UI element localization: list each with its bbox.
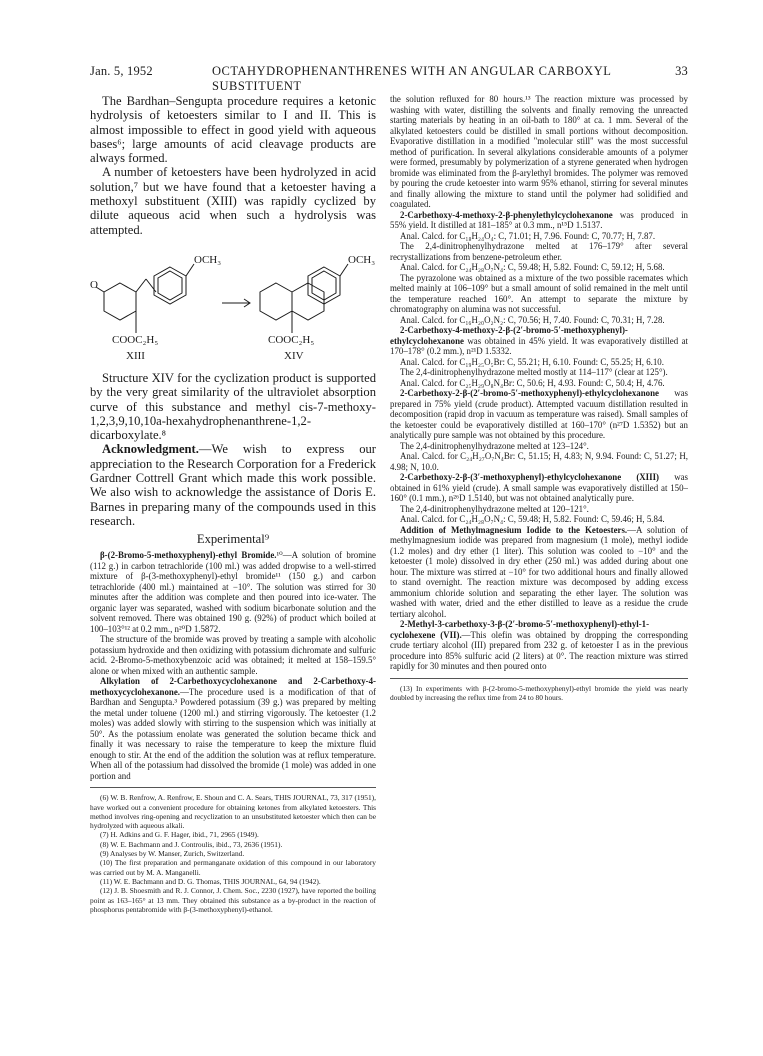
bromide-paragraph — [90, 550, 376, 634]
compound-4-paragraph — [390, 472, 688, 504]
cyclization-scheme — [90, 241, 376, 369]
reflux-paragraph: the solution refluxed for 80 hours.¹³ The reaction mixture was processed by washing with water, distilling the solvents and finally removing the unreacted starting materials by heating in an oil-bath to 180° at ca. 1 mm. Several of the alkylated ketoesters could be distilled in small portions without decomposition. Evaporative distillation in a modified "molecular still" was the most successful method of purification. In several alkylations considerable amounts of a polymer were formed, presumably by polymerization of a styrene generated when hydrogen bromide was eliminated from the β-arylethyl bromides. The polymer was removed by pouring the crude ketoester into warm 95% ethanol, stirring for several minutes and finally allowing the mixture to stand until the polymer had solidified and coagulated. — [390, 94, 688, 209]
compound-3-dnp-analysis: Anal. Calcd. for C₂₄H₂₇O₇N₄Br: C, 51.15; H, 4.83; N, 9.94. Found: C, 51.27; H, 4.98; N, 10.0. — [390, 451, 688, 472]
footnote-9: (9) Analyses by W. Manser, Zurich, Switzerland. — [100, 849, 245, 859]
header-title: OCTAHYDROPHENANTHRENES WITH AN ANGULAR CARBOXYL SUBSTITUENT — [212, 64, 611, 93]
compound-5-text: —This olefin was obtained by dropping the corresponding crude tertiary alcohol (III) prepared from 232 g. of ketoester I as in the previous procedure into 85% sulfuric acid (2 liters) at 0°. The reaction mixture was stirred rapidly for 30 minutes and then poured onto — [390, 629, 688, 671]
intro-paragraph-1: The Bardhan–Sengupta procedure requires a ketonic hydrolysis of ketoesters similar to I and II. This is almost impossible to effect in good yield with aqueous bases⁶; large amounts of acid cleavage products are always formed. — [90, 94, 376, 166]
compound-1-pyrazolone-analysis: Anal. Calcd. for C₁₆H₂₀O₂N₂: C, 70.56; H, 7.40. Found: C, 70.31; H, 7.28. — [400, 314, 665, 325]
xiii-aromatic-ring — [154, 267, 186, 304]
xiv-och3-label: OCH₃ — [348, 253, 376, 266]
compound-5-title: 2-Methyl-3-carbethoxy-3-β-(2′-bromo-5′-methoxyphenyl)-ethyl-1-cyclohexene (VII). — [390, 619, 650, 640]
right-column — [390, 94, 688, 702]
left-column — [90, 94, 376, 914]
footnote-10: (10) The first preparation and permanganate oxidation of this compound in our laboratory was carried out by M. A. Manganelli. — [90, 858, 376, 877]
compound-1-analysis: Anal. Calcd. for C₁₈H₂₄O₄: C, 71.01; H, 7.96. Found: C, 70.77; H, 7.87. — [400, 230, 656, 241]
acknowledgment-text: —We wish to express our appreciation to the Research Corporation for a Frederick Gardner Cottrell Grant which made this work possible. We also wish to acknowledge the assistance of Doris E. Barnes in preparing many of the compounds used in this research. — [90, 442, 376, 528]
bromide-text: ¹⁰—A solution of bromine (112 g.) in carbon tetrachloride (100 ml.) was added dropwise to a well-stirred mixture of β-(3-methoxyphenyl)-ethyl bromide¹¹ (150 g.) and carbon tetrachloride (400 ml.) maintained at −10°. The solution was stirred for 30 minutes after the addition was complete and then poured into ice-water. The organic layer was separated, washed with sodium bicarbonate solution and the solvent removed. There was obtained 190 g. (92%) of product which boiled at 100–103°¹² at 0.2 mm., n²⁰D 1.5872. — [90, 550, 376, 634]
compound-4-text: was obtained in 61% yield (crude). A small sample was evaporatively distilled at 150–160° (0.1 mm.), n²⁶D 1.5140, but was not obtained analytically pure. — [390, 472, 688, 503]
compound-3-dnp: The 2,4-dinitrophenylhydrazone melted at 123–124°. — [400, 440, 589, 451]
xiii-compound-label: XIII — [126, 349, 145, 362]
footnote-11: (11) W. E. Bachmann and D. G. Thomas, THIS JOURNAL, 64, 94 (1942). — [100, 876, 321, 886]
compound-4-dnp: The 2,4-dinitrophenylhydrazone melted at 120–121°. — [400, 503, 589, 514]
acknowledgment-paragraph — [90, 442, 376, 528]
alkylation-paragraph — [90, 676, 376, 781]
compound-1-pyrazolone: The pyrazolone was obtained as a mixture of the two possible racemates which melted mainly at 106–109° but a small amount of solid remained in the melt until the temperature reached 160°. An attempt to separate the mixture by chromatography on alumina was not successful. — [390, 272, 688, 314]
xiv-compound-label: XIV — [284, 349, 304, 362]
grignard-title: Addition of Methylmagnesium Iodide to the Ketoesters. — [400, 524, 628, 535]
xiii-ester-label: COOC₂H₅ — [112, 333, 159, 346]
grignard-text: —A solution of methylmagnesium iodide was prepared from magnesium (1 mole), methyl iodide (1.2 moles) and dry ether (1 liter). This solution was cooled to −10° and the ketoester (1 mole) dissolved in dry ether (250 ml.) was added during about one hour. The mixture was stirred at −10° for two additional hours and finally allowed to stand overnight. The reaction mixture was decomposed by adding excess ammonium chloride solution and separating the ether layer. The solution was washed with water, dried and the ether distilled to leave as a residue the crude tertiary alcohol. — [390, 524, 688, 619]
grignard-paragraph — [390, 525, 688, 620]
compound-1-dnp: The 2,4-dinitrophenylhydrazone melted at 176–179° after several recrystallizations from benzene-petroleum ether. — [390, 241, 688, 262]
compound-2-title: 2-Carbethoxy-4-methoxy-2-β-(2′-bromo-5′-methoxyphenyl)-ethylcyclohexanone — [390, 325, 628, 346]
compound-3-paragraph — [390, 388, 688, 441]
xiii-cyclohexanone-ring — [104, 283, 136, 320]
footnotes-left — [90, 793, 376, 914]
footnote-13: (13) In experiments with β-(2-bromo-5-methoxyphenyl)-ethyl bromide the yield was nearly doubled by increasing the reflux time from 24 to 80 hours. — [390, 683, 688, 702]
acknowledgment-heading: Acknowledgment. — [102, 442, 199, 457]
compound-1-text: was produced in 55% yield. It distilled at 181–185° at 0.3 mm., n¹⁵D 1.5137. — [390, 209, 688, 230]
compound-2-paragraph — [390, 325, 688, 357]
page-number: 33 — [675, 64, 688, 78]
footnote-12: (12) J. B. Shoesmith and R. J. Connor, J. Chem. Soc., 2230 (1927), have reported the boiling point as 163–165° at 13 mm. They obtained this substance as a by-product in the reaction of phosphorus pentabromide with β-(3-methoxyphenyl)-ethanol. — [90, 886, 376, 914]
xiii-oxygen-label: O — [90, 278, 98, 291]
compound-4-title: 2-Carbethoxy-2-β-(3′-methoxyphenyl)-ethylcyclohexanone (XIII) — [400, 472, 659, 482]
compound-2-analysis: Anal. Calcd. for C₁₉H₂₅O₅Br: C, 55.21; H, 6.10. Found: C, 55.25; H, 6.10. — [400, 356, 664, 367]
compound-3-title: 2-Carbethoxy-2-β-(2′-bromo-5′-methoxyphenyl)-ethylcyclohexanone — [400, 388, 659, 398]
xiii-och3-label: OCH₃ — [194, 253, 222, 266]
bromide-title: β-(2-Bromo-5-methoxyphenyl)-ethyl Bromide. — [100, 550, 277, 561]
compound-2-dnp: The 2,4-dinitrophenylhydrazone melted mostly at 114–117° (clear at 125°). — [400, 367, 668, 377]
footnote-6: (6) W. B. Renfrow, A. Renfrow, E. Shoun and C. A. Sears, THIS JOURNAL, 73, 317 (1951), have worked out a convenient procedure for obtaining ketones from alkylated ketoesters. This method involves ring-opening and recyclization to an unsubstituted ketoester which then can be hydrolyzed with aqueous alkali. — [90, 793, 376, 831]
structure-paragraph: Structure XIV for the cyclization product is supported by the very great similarity of the ultraviolet absorption curve of this substance and methyl cis-7-methoxy-1,2,3,9,10,10a-hexahydrophenanthrene-1,2-dicarboxylate.⁸ — [90, 370, 376, 443]
bromide-structure-paragraph: The structure of the bromide was proved by treating a sample with alcoholic potassium hydroxide and then oxidizing with potassium dichromate and sulfuric acid. 2-Bromo-5-methoxybenzoic acid was obtained; it melted at 158–159.5° alone or when mixed with an authentic sample. — [90, 634, 376, 676]
running-header — [90, 64, 688, 93]
compound-3-text: was prepared in 75% yield (crude product). Attempted vacuum distillation resulted in decomposition (rapid drop in vacuum as temperature was raised). Small samples of the ketoester could be evaporatively distilled at 160–170° (n²⁷D 1.5352) but an analytically pure sample was not obtained by this procedure. — [390, 388, 688, 440]
intro-paragraph-2: A number of ketoesters have been hydrolyzed in acid solution,⁷ but we have found that a ketoester having a methoxyl substituent (XIII) was rapidly cyclized by dilute aqueous acid when such a hydrolysis was attempted. — [90, 165, 376, 237]
experimental-heading: Experimental⁹ — [196, 532, 270, 547]
alkylation-text: —The procedure used is a modification of that of Bardhan and Sengupta.³ Powdered potassium (39 g.) was prepared by melting the metal under toluene (1200 ml.) and stirring vigorously. The ketoester (1.2 moles) was added slowly with stirring to the suspension which was initially at 50°. As the potassium enolate was generated the solution became thick and finally it was necessary to raise the temperature to keep the mixture fluid enough to stir. At the end of the addition the solution was at reflux temperature. When all of the potassium had dissolved the bromide (1 mole) was added in one portion and — [90, 686, 376, 781]
compound-2-text: was obtained in 45% yield. It was evaporatively distilled at 170–178° (0.2 mm.), n²¹D 1.5332. — [390, 335, 688, 356]
compound-1-dnp-analysis: Anal. Calcd. for C₂₄H₂₈O₇N₄: C, 59.48; H, 5.82. Found: C, 59.12; H, 5.68. — [400, 262, 665, 272]
header-date: Jan. 5, 1952 — [90, 64, 153, 78]
footnote-7: (7) H. Adkins and G. F. Hager, ibid., 71, 2965 (1949). — [100, 830, 259, 840]
compound-2-dnp-analysis: Anal. Calcd. for C₂₅H₂₉O₈N₄Br: C, 50.6; H, 4.93. Found: C, 50.4; H, 4.76. — [400, 377, 665, 388]
xiv-ester-label: COOC₂H₅ — [268, 333, 315, 346]
alkylation-title: Alkylation of 2-Carbethoxycyclohexanone and 2-Carbethoxy-4-methoxycyclohexanone. — [90, 676, 376, 697]
footnote-rule — [90, 787, 376, 788]
compound-5-paragraph — [390, 619, 688, 672]
xiv-ring-a — [260, 283, 292, 320]
footnote-8: (8) W. E. Bachmann and J. Controulis, ibid., 73, 2636 (1951). — [100, 839, 283, 849]
compound-1-paragraph — [390, 210, 688, 231]
reaction-scheme-svg — [90, 241, 376, 369]
compound-1-title: 2-Carbethoxy-4-methoxy-2-β-phenylethylcyclohexanone — [400, 209, 613, 220]
footnote-rule-right — [390, 678, 688, 679]
compound-4-dnp-analysis: Anal. Calcd. for C₂₄H₂₈O₇N₄: C, 59.48; H, 5.82. Found: C, 59.46; H, 5.84. — [400, 514, 665, 524]
